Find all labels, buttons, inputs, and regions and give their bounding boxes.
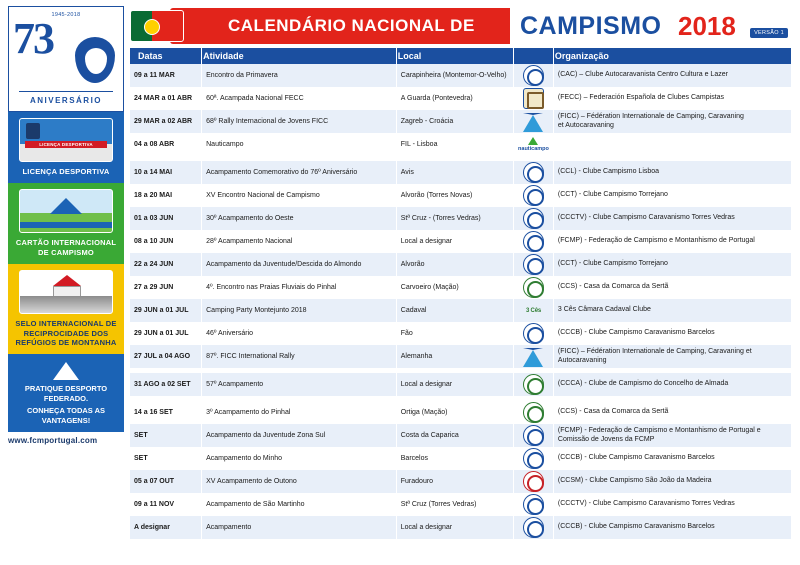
nauticampo-logo-icon: nauticampo xyxy=(518,138,549,152)
fecc-logo-icon xyxy=(523,88,544,109)
ccctv-logo-icon xyxy=(523,494,544,515)
licence-card-text: LICENÇA DESPORTIVA xyxy=(39,142,93,147)
cell-organization xyxy=(553,447,791,470)
promo-line2: CONHEÇA TODAS AS VANTAGENS! xyxy=(26,405,106,425)
cell-organization xyxy=(553,373,791,396)
cell-logo xyxy=(514,516,554,539)
panel-cartao xyxy=(8,183,124,264)
table-row[interactable] xyxy=(130,230,792,253)
cell-organization xyxy=(553,299,791,322)
cell-activity: Acampamento do Minho xyxy=(202,447,397,470)
cac-logo-icon xyxy=(523,65,544,86)
table-row[interactable] xyxy=(130,401,792,424)
card-strip xyxy=(20,222,112,228)
cell-organization xyxy=(553,87,791,110)
cell-logo xyxy=(514,373,554,396)
cell-logo xyxy=(514,133,554,156)
table-row[interactable] xyxy=(130,161,792,184)
sport-licence-card-icon xyxy=(19,118,113,162)
column-header-logo xyxy=(514,48,554,64)
cell-organization xyxy=(553,493,791,516)
cell-activity: 28º Acampamento Nacional xyxy=(202,230,397,253)
cell-organization xyxy=(553,161,791,184)
table-row[interactable] xyxy=(130,493,792,516)
cell-local: Barcelos xyxy=(396,447,513,470)
cell-logo xyxy=(514,470,554,493)
cell-local: Carapinheira (Montemor-O-Velho) xyxy=(396,64,513,87)
org-line-1: (CAC) – Clube Autocaravanista Centro Cultura e Lazer xyxy=(557,71,728,79)
divider xyxy=(19,91,113,92)
cell-local: FIL - Lisboa xyxy=(396,133,513,156)
cell-logo xyxy=(514,253,554,276)
cell-local: Avis xyxy=(396,161,513,184)
cell-logo xyxy=(514,161,554,184)
cell-local: Stª Cruz - (Torres Vedras) xyxy=(396,207,513,230)
panel-promo xyxy=(8,354,124,432)
org-line-1: (CCS) - Casa da Comarca da Sertã xyxy=(557,408,669,416)
cell-date: SET xyxy=(130,424,202,447)
promo-line1: PRATIQUE DESPORTO FEDERADO. xyxy=(24,384,108,403)
cell-activity: 68º Rally Internacional de Jovens FICC xyxy=(202,110,397,133)
org-line-2: Comissão de Jovens da FCMP xyxy=(557,435,655,443)
fcmp-logo-icon xyxy=(523,231,544,252)
cell-organization xyxy=(553,207,791,230)
table-row[interactable] xyxy=(130,184,792,207)
cell-date: 27 a 29 JUN xyxy=(130,276,202,299)
cell-local: Ortiga (Mação) xyxy=(396,401,513,424)
cell-activity: XV Acampamento de Outono xyxy=(202,470,397,493)
cell-local: A Guarda (Pontevedra) xyxy=(396,87,513,110)
column-header-atividade: Atividade xyxy=(202,48,397,64)
cell-local: Cadaval xyxy=(396,299,513,322)
cell-logo xyxy=(514,447,554,470)
cell-date: 22 a 24 JUN xyxy=(130,253,202,276)
cell-date: 08 a 10 JUN xyxy=(130,230,202,253)
up-arrow-icon xyxy=(53,362,79,380)
table-body xyxy=(130,64,792,539)
header-banner xyxy=(130,8,792,44)
anniversary-label: ANIVERSÁRIO xyxy=(29,96,103,105)
cell-activity: Acampamento xyxy=(202,516,397,539)
table-row[interactable] xyxy=(130,447,792,470)
cell-logo xyxy=(514,110,554,133)
tent-icon xyxy=(50,198,82,214)
panel-licenca-title: LICENÇA DESPORTIVA xyxy=(22,167,110,176)
cell-activity: 87º. FICC International Rally xyxy=(202,345,397,368)
fcmp-shield-icon xyxy=(75,37,115,83)
cell-date: 10 a 14 MAI xyxy=(130,161,202,184)
org-line-1: (CCSM) - Clube Campismo São João da Madeira xyxy=(557,477,712,485)
cell-logo xyxy=(514,322,554,345)
anniversary-logo xyxy=(8,6,124,112)
ccs-logo-icon xyxy=(523,402,544,423)
cell-logo xyxy=(514,493,554,516)
cell-local: Alvorão (Torres Novas) xyxy=(396,184,513,207)
cell-date: 29 MAR a 02 ABR xyxy=(130,110,202,133)
table-row[interactable] xyxy=(130,345,792,368)
portrait-icon xyxy=(26,123,40,139)
cell-logo xyxy=(514,299,554,322)
cell-organization xyxy=(553,345,791,368)
cell-date: 01 a 03 JUN xyxy=(130,207,202,230)
org-line-1: (FECC) – Federación Española de Clubes Campistas xyxy=(557,94,725,102)
anniversary-years: 1945-2018 xyxy=(51,12,81,18)
cell-date: 27 JUL a 04 AGO xyxy=(130,345,202,368)
portugal-flag-icon xyxy=(130,10,184,42)
org-line-2: Autocaravaning xyxy=(557,356,607,364)
cell-date: 14 a 16 SET xyxy=(130,401,202,424)
table-header-row xyxy=(130,48,792,64)
table-row[interactable] xyxy=(130,207,792,230)
column-header-local: Local xyxy=(396,48,513,64)
cell-date: 29 JUN a 01 JUL xyxy=(130,322,202,345)
column-header-organizacao: Organização xyxy=(553,48,791,64)
cell-date: A designar xyxy=(130,516,202,539)
cell-organization xyxy=(553,110,791,133)
table-row[interactable] xyxy=(130,110,792,133)
cell-organization xyxy=(553,516,791,539)
column-header-datas: Datas xyxy=(130,48,202,64)
cell-local: Local a designar xyxy=(396,516,513,539)
cell-logo xyxy=(514,424,554,447)
org-line-1: (CCCA) - Clube de Campismo do Concelho de Almada xyxy=(557,380,729,388)
cell-activity: Acampamento da Juventude Zona Sul xyxy=(202,424,397,447)
cell-organization xyxy=(553,470,791,493)
panel-cartao-title: CARTÃO INTERNACIONAL DE CAMPISMO xyxy=(15,238,117,257)
cell-local: Local a designar xyxy=(396,230,513,253)
cell-local: Local a designar xyxy=(396,373,513,396)
ccsm-logo-icon xyxy=(523,471,544,492)
table-row[interactable] xyxy=(130,87,792,110)
cell-activity: 57º Acampamento xyxy=(202,373,397,396)
cell-date: 05 a 07 OUT xyxy=(130,470,202,493)
org-line-1: (CCT) - Clube Campismo Torrejano xyxy=(557,191,668,199)
cell-activity: 30º Acampamento do Oeste xyxy=(202,207,397,230)
cell-local: Costa da Caparica xyxy=(396,424,513,447)
cell-activity: Encontro da Primavera xyxy=(202,64,397,87)
table-row[interactable] xyxy=(130,133,792,156)
table-row[interactable] xyxy=(130,424,792,447)
fcmp-logo-icon xyxy=(523,425,544,446)
cccb-logo-icon xyxy=(523,448,544,469)
cell-local: Alemanha xyxy=(396,345,513,368)
cell-date: 31 AGO a 02 SET xyxy=(130,373,202,396)
cell-logo xyxy=(514,207,554,230)
sidebar xyxy=(8,6,124,559)
cell-organization xyxy=(553,276,791,299)
header-blue-block xyxy=(510,8,792,44)
cell-local: Stª Cruz (Torres Vedras) xyxy=(396,493,513,516)
ccctv-logo-icon xyxy=(523,208,544,229)
cell-date: 24 MAR a 01 ABR xyxy=(130,87,202,110)
cccb-logo-icon xyxy=(523,323,544,344)
ccl-logo-icon xyxy=(523,162,544,183)
ccs-logo-icon xyxy=(523,277,544,298)
cell-organization xyxy=(553,184,791,207)
org-line-1: (CCT) - Clube Campismo Torrejano xyxy=(557,260,668,268)
cell-activity: Nauticampo xyxy=(202,133,397,156)
ficc-logo-icon xyxy=(523,111,544,132)
org-line-1: (FCMP) - Federação de Campismo e Montanhismo de Portugal xyxy=(557,237,755,245)
cell-activity: 3º Acampamento do Pinhal xyxy=(202,401,397,424)
table-row[interactable] xyxy=(130,253,792,276)
org-line-1: (CCCB) - Clube Campismo Caravanismo Barcelos xyxy=(557,454,715,462)
cell-activity: Acampamento da Juventude/Descida do Almondo xyxy=(202,253,397,276)
header-year: 2018 xyxy=(678,11,736,41)
header-title-blue: CAMPISMO xyxy=(520,12,662,40)
ccca-logo-icon xyxy=(523,374,544,395)
cell-logo xyxy=(514,87,554,110)
cell-activity: XV Encontro Nacional de Campismo xyxy=(202,184,397,207)
org-line-1: (CCCB) - Clube Campismo Caravanismo Barcelos xyxy=(557,329,715,337)
org-line-1: (FCMP) - Federação de Campismo e Montanhismo de Portugal e xyxy=(557,427,761,435)
cell-logo xyxy=(514,64,554,87)
panel-licenca xyxy=(8,112,124,183)
cell-date: 18 a 20 MAI xyxy=(130,184,202,207)
org-line-1: (CCCTV) - Clube Campismo Caravanismo Torres Vedras xyxy=(557,214,735,222)
org-line-1: (FICC) – Fédération Internationale de Camping, Caravaning et xyxy=(557,348,752,356)
cct-logo-icon xyxy=(523,254,544,275)
cell-date: 29 JUN a 01 JUL xyxy=(130,299,202,322)
table-row[interactable] xyxy=(130,276,792,299)
panel-selo xyxy=(8,264,124,354)
org-line-1: (CCCTV) - Clube Campismo Caravanismo Torres Vedras xyxy=(557,500,735,508)
cell-local: Carvoeiro (Mação) xyxy=(396,276,513,299)
cell-local: Fão xyxy=(396,322,513,345)
mountain-refuge-stamp-icon xyxy=(19,270,113,314)
panel-selo-title: SELO INTERNACIONAL DE RECIPROCIDADE DOS REFÚGIOS DE MONTANHA xyxy=(15,319,117,347)
ficc-logo-icon xyxy=(523,346,544,367)
cell-activity: Camping Party Montejunto 2018 xyxy=(202,299,397,322)
org-line-1: 3 Cês Câmara Cadaval Clube xyxy=(557,306,651,314)
3ces-logo-icon: 3 Cês xyxy=(525,308,541,314)
cell-logo xyxy=(514,230,554,253)
cell-activity: 60ª. Acampada Nacional FECC xyxy=(202,87,397,110)
cell-local: Alvorão xyxy=(396,253,513,276)
cell-organization xyxy=(553,253,791,276)
table-row[interactable] xyxy=(130,373,792,396)
cell-logo xyxy=(514,345,554,368)
website-link[interactable]: www.fcmportugal.com xyxy=(8,432,124,448)
calendar-table xyxy=(130,48,792,539)
cell-date: SET xyxy=(130,447,202,470)
cell-activity: 46º Aniversário xyxy=(202,322,397,345)
cccb-logo-icon xyxy=(523,517,544,538)
licence-card-banner xyxy=(25,141,107,148)
cell-date: 09 a 11 MAR xyxy=(130,64,202,87)
table-row[interactable] xyxy=(130,322,792,345)
cell-local: Furadouro xyxy=(396,470,513,493)
org-line-1: (CCCB) - Clube Campismo Caravanismo Barcelos xyxy=(557,523,715,531)
cell-activity: Acampamento Comemorativo do 76º Aniversário xyxy=(202,161,397,184)
header-title-red: CALENDÁRIO NACIONAL DE xyxy=(228,16,475,35)
cell-activity: Acampamento de São Martinho xyxy=(202,493,397,516)
cell-organization xyxy=(553,133,791,156)
org-line-2: et Autocaravaning xyxy=(557,121,614,129)
cell-date: 09 a 11 NOV xyxy=(130,493,202,516)
table-row[interactable] xyxy=(130,64,792,87)
org-line-1: (CCL) - Clube Campismo Lisboa xyxy=(557,168,660,176)
version-badge: VERSÃO 1 xyxy=(750,28,788,38)
cell-date: 04 a 08 ABR xyxy=(130,133,202,156)
cell-local: Zagreb - Croácia xyxy=(396,110,513,133)
roof-icon xyxy=(53,275,81,286)
cell-activity: 4º. Encontro nas Praias Fluviais do Pinhal xyxy=(202,276,397,299)
cell-organization xyxy=(553,230,791,253)
cell-logo xyxy=(514,184,554,207)
anniversary-number: 73 xyxy=(13,14,53,63)
cell-organization xyxy=(553,424,791,447)
org-line-1: (CCS) - Casa da Comarca da Sertã xyxy=(557,283,669,291)
camping-card-icon xyxy=(19,189,113,233)
header-red-block xyxy=(170,8,510,44)
cct-logo-icon xyxy=(523,185,544,206)
mountain-icon xyxy=(20,296,112,313)
table-row[interactable] xyxy=(130,299,792,322)
cell-logo xyxy=(514,401,554,424)
table-row[interactable] xyxy=(130,470,792,493)
cell-organization xyxy=(553,401,791,424)
org-line-1: (FICC) – Fédération Internationale de Camping, Caravaning xyxy=(557,113,744,121)
table-row[interactable] xyxy=(130,516,792,539)
cell-organization xyxy=(553,322,791,345)
cell-logo xyxy=(514,276,554,299)
cell-organization xyxy=(553,64,791,87)
